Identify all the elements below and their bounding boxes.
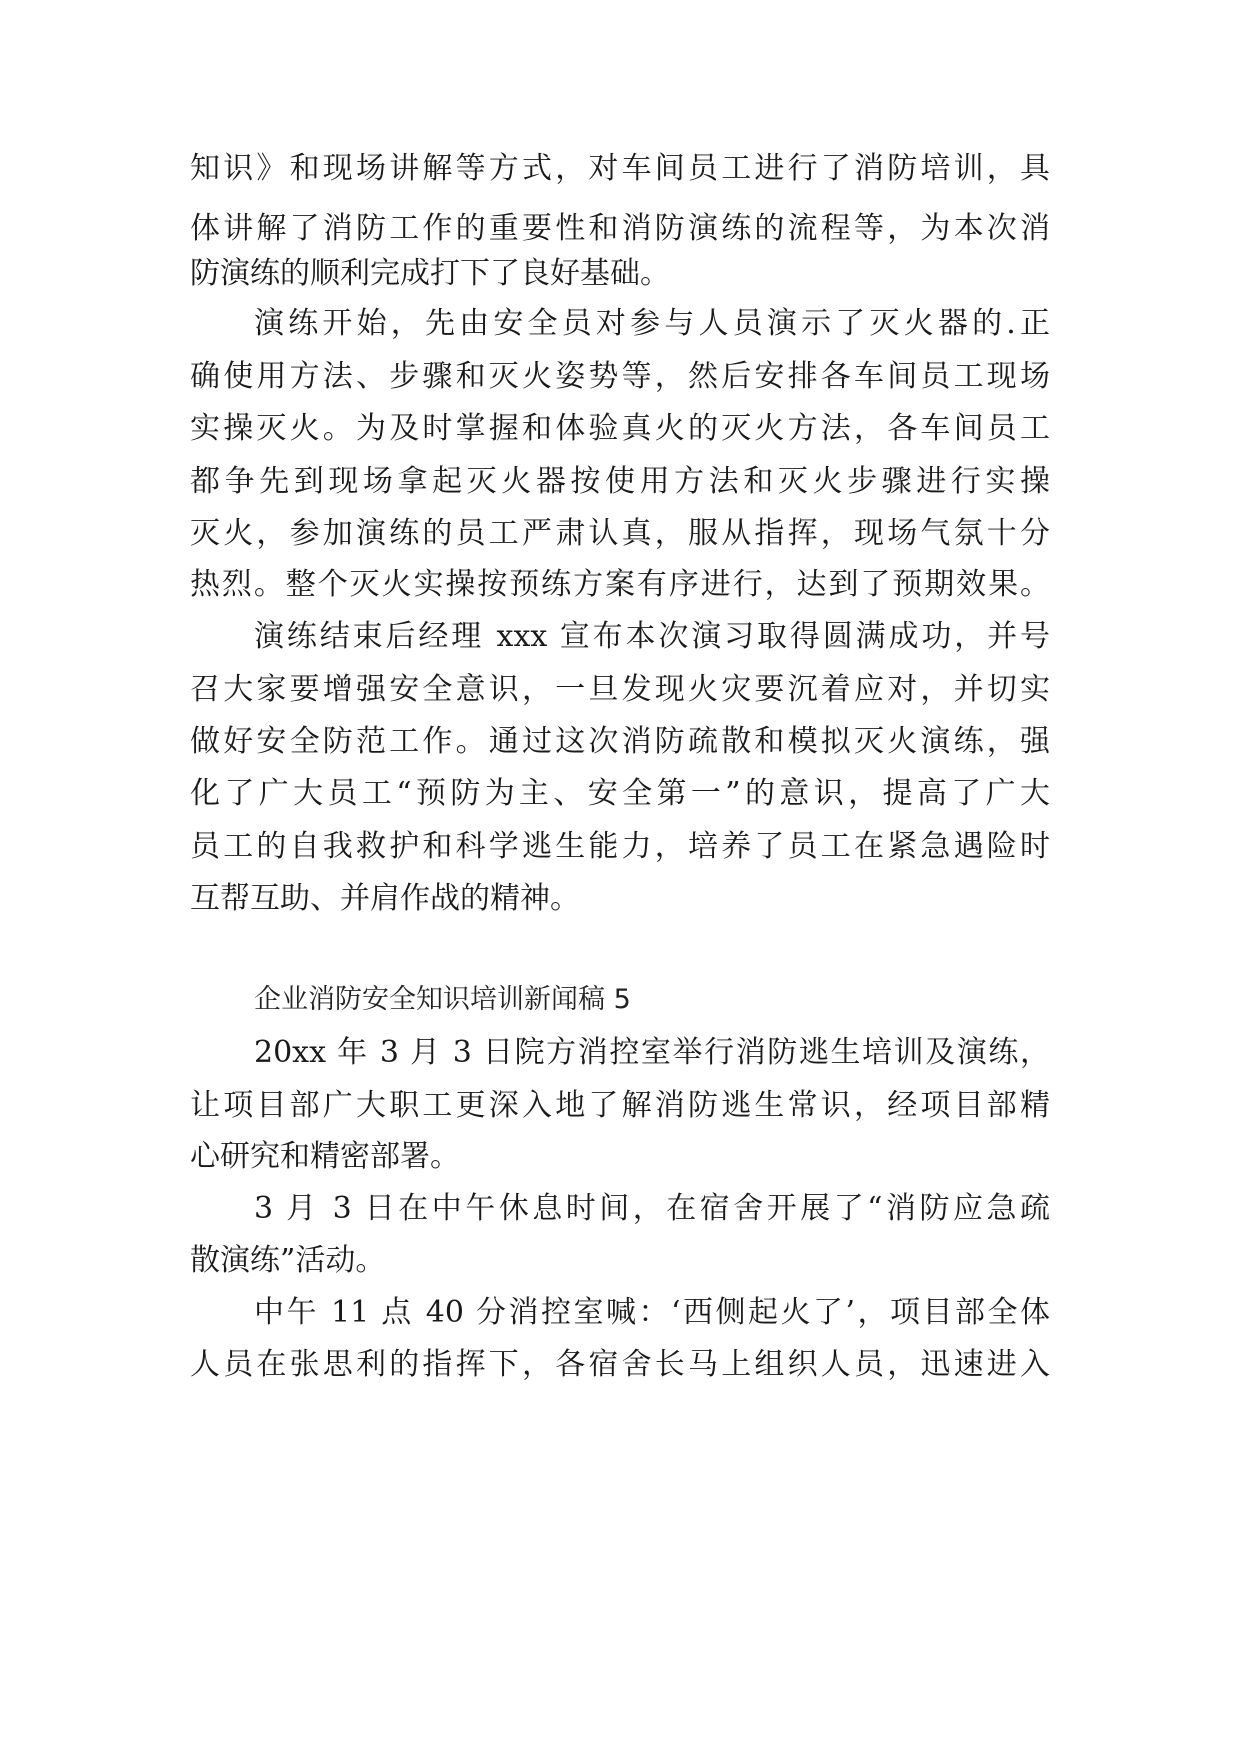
paragraph-line: 员工的自我救护和科学逃生能力，培养了员工在紧急遇险时	[190, 829, 1050, 864]
paragraph-line: 体讲解了消防工作的重要性和消防演练的流程等，为本次消	[190, 211, 1050, 246]
paragraph-line: 演练开始，先由安全员对参与人员演示了灭火器的.正	[254, 306, 1050, 341]
paragraph-line: 灭火，参加演练的员工严肃认真，服从指挥，现场气氛十分	[190, 516, 1050, 551]
paragraph-line: 心研究和精密部署。	[190, 1139, 460, 1174]
paragraph-line: 中午 11 点 40 分消控室喊：‘西侧起火了’，项目部全体	[254, 1295, 1050, 1330]
paragraph-line: 确使用方法、步骤和灭火姿势等，然后安排各车间员工现场	[190, 359, 1050, 394]
paragraph-line: 演练结束后经理 xxx 宣布本次演习取得圆满成功，并号	[254, 619, 1050, 654]
paragraph-line: 3 月 3 日在中午休息时间，在宿舍开展了“消防应急疏	[254, 1191, 1050, 1226]
paragraph-line: 人员在张思利的指挥下，各宿舍长马上组织人员，迅速进入	[190, 1347, 1050, 1382]
paragraph-line: 20xx 年 3 月 3 日院方消控室举行消防逃生培训及演练，	[254, 1035, 1050, 1070]
paragraph-line: 做好安全防范工作。通过这次消防疏散和模拟灭火演练，强	[190, 724, 1050, 759]
paragraph-line: 散演练”活动。	[190, 1243, 386, 1278]
paragraph-line: 化了广大员工“预防为主、安全第一”的意识，提高了广大	[190, 776, 1050, 811]
paragraph-line: 让项目部广大职工更深入地了解消防逃生常识，经项目部精	[190, 1088, 1050, 1123]
section-title: 企业消防安全知识培训新闻稿 5	[254, 984, 631, 1015]
paragraph-line: 互帮互助、并肩作战的精神。	[190, 881, 580, 916]
paragraph-line: 知识》和现场讲解等方式，对车间员工进行了消防培训，具	[190, 151, 1050, 186]
paragraph-line: 召大家要增强安全意识，一旦发现火灾要沉着应对，并切实	[190, 672, 1050, 707]
paragraph-line: 热烈。整个灭火实操按预练方案有序进行，达到了预期效果。	[190, 567, 1050, 602]
paragraph-line: 都争先到现场拿起灭火器按使用方法和灭火步骤进行实操	[190, 464, 1050, 499]
paragraph-line: 实操灭火。为及时掌握和体验真火的灭火方法，各车间员工	[190, 411, 1050, 446]
paragraph-line: 防演练的顺利完成打下了良好基础。	[190, 256, 670, 291]
